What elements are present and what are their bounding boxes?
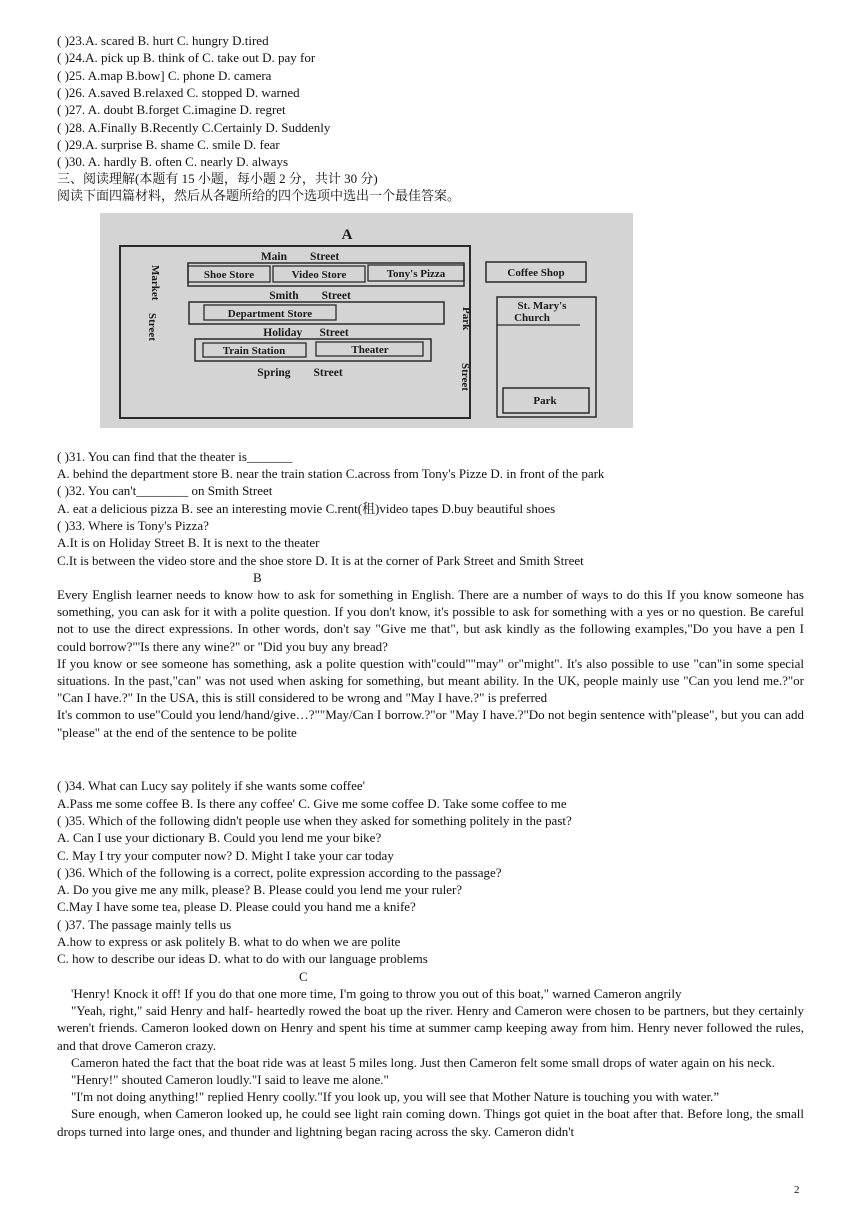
question-33-options-cd: C.It is between the video store and the shoe store D. It is at the corner of Park Street and Smith Street	[57, 553, 584, 568]
question-36: ( )36. Which of the following is a correct, polite expression according to the passage?	[57, 865, 502, 880]
passage-b-paragraph: Every English learner needs to know how to ask for something in English. There are a number of ways to do this If you know someone has something, you can ask for it with a polite question. If you don't know, it's possible to ask for something with a yes or no question. Be careful not to use the direct expressions. In other words, don't say "Give me that", but ask kindly as the following examples,"Do you have a pen I could borrow?"'Is there any wine?" or "Did you buy any bread?	[57, 587, 804, 654]
question-35: ( )35. Which of the following didn't people use when they asked for something politely in the past?	[57, 813, 572, 828]
passage-b-label: B	[253, 570, 262, 585]
smith-street-label: Smith Street	[269, 290, 351, 302]
question-37-options-cd: C. how to describe our ideas D. what to do with our language problems	[57, 951, 428, 966]
train-station-label: Train Station	[222, 345, 286, 357]
question-37-options-ab: A.how to express or ask politely B. what to do when we are polite	[57, 934, 401, 949]
cloze-item-30: ( )30. A. hardly B. often C. nearly D. always	[57, 154, 289, 169]
question-31: ( )31. You can find that the theater is_______	[57, 449, 293, 464]
main-street-label: Main Street	[260, 251, 340, 263]
question-33: ( )33. Where is Tony's Pizza?	[57, 518, 209, 533]
passage-c-paragraph: "Henry!" shouted Cameron loudly."I said to leave me alone."	[71, 1072, 389, 1088]
passage-b-paragraph: It's common to use"Could you lend/hand/give…?""May/Can I borrow.?"or "May I have.?"Do not begin sentence with"please", but you can add "please" at the end of the sentence to be polite	[57, 707, 804, 740]
section-heading: 三、阅读理解(本题有 15 小题，每小题 2 分，共计 30 分)	[57, 171, 378, 186]
shoe-store-label: Shoe Store	[203, 269, 255, 281]
holiday-street-label: Holiday Street	[263, 327, 349, 339]
coffee-shop-label: Coffee Shop	[507, 267, 565, 279]
question-32: ( )32. You can't________ on Smith Street	[57, 483, 273, 498]
passage-c-paragraph: "I'm not doing anything!" replied Henry coolly."If you look up, you will see that Mother Nature is touching you with water.”	[71, 1089, 720, 1105]
question-36-options-ab: A. Do you give me any milk, please? B. Please could you lend me your ruler?	[57, 882, 463, 897]
question-34-options: A.Pass me some coffee B. Is there any coffee' C. Give me some coffee D. Take some coffee to me	[57, 796, 567, 811]
passage-b-paragraph: If you know or see someone has something, ask a polite question with"could""may" or"might". It's also possible to use "can"in some special situations. In the past,"can" was not used when asking for something, but meant ability. In the UK, people mainly use "Can you lend me.?"or "Can I have.?" In the USA, this is still considered to be wrong and "May I have.?" is preferred	[57, 655, 804, 706]
question-35-options-ab: A. Can I use your dictionary B. Could you lend me your bike?	[57, 830, 382, 845]
cloze-item-23: ( )23.A. scared B. hurt C. hungry D.tired	[57, 33, 269, 48]
church-label-line2: Church	[514, 312, 550, 324]
cloze-item-25: ( )25. A.map B.bow] C. phone D. camera	[57, 68, 272, 83]
market-street-label: Street	[146, 313, 158, 341]
map-label-a: A	[341, 227, 353, 243]
cloze-item-27: ( )27. A. doubt B.forget C.imagine D. regret	[57, 102, 286, 117]
department-store-label: Department Store	[227, 308, 313, 320]
question-36-options-cd: C.May I have some tea, please D. Please could you hand me a knife?	[57, 899, 416, 914]
section-instruction: 阅读下面四篇材料，然后从各题所给的四个选项中选出一个最佳答案。	[57, 188, 461, 203]
cloze-item-29: ( )29.A. surprise B. shame C. smile D. fear	[57, 137, 280, 152]
cloze-item-28: ( )28. A.Finally B.Recently C.Certainly D. Suddenly	[57, 120, 331, 135]
question-34: ( )34. What can Lucy say politely if she wants some coffee'	[57, 778, 365, 793]
video-store-label: Video Store	[291, 269, 347, 281]
question-37: ( )37. The passage mainly tells us	[57, 917, 232, 932]
park-label: Park	[533, 395, 557, 407]
passage-c-paragraph: Cameron hated the fact that the boat ride was at least 5 miles long. Just then Cameron felt some small drops of water again on his neck.	[71, 1054, 775, 1070]
tonys-pizza-label: Tony's Pizza	[386, 268, 446, 280]
passage-c-label: C	[299, 969, 308, 984]
spring-street-label: Spring Street	[257, 367, 343, 379]
question-32-options: A. eat a delicious pizza B. see an interesting movie C.rent(租)video tapes D.buy beautiful shoes	[57, 501, 556, 516]
market-label: Market	[149, 265, 161, 301]
passage-b-body	[57, 586, 804, 741]
passage-c-paragraph: "Yeah, right," said Henry and half- heartedly rowed the boat up the river. Henry and Cameron were chosen to be partners, but they certainly weren't friends. Cameron looked down on Henry and spent his time at summer camp keeping away from him. Henry never followed the rules, and that drove Cameron crazy.	[57, 1003, 804, 1053]
theater-label: Theater	[351, 344, 389, 356]
park-street-street-label: Street	[459, 363, 471, 391]
street-map-figure	[100, 213, 633, 428]
passage-c-paragraph: 'Henry! Knock it off! If you do that one more time, I'm going to throw you out of this boat," warned Cameron angrily	[71, 986, 682, 1001]
church-label-line1: St. Mary's	[517, 300, 567, 312]
passage-c-paragraph: Sure enough, when Cameron looked up, he could see light rain coming down. Things got quiet in the boat after that. Before long, the small drops turned into large ones, and thunder and lightning began racing across the sky. Cameron didn't	[57, 1106, 804, 1139]
question-31-options: A. behind the department store B. near the train station C.across from Tony's Pizze D. in front of the park	[57, 466, 605, 481]
passage-c-body	[57, 985, 804, 1140]
cloze-item-26: ( )26. A.saved B.relaxed C. stopped D. warned	[57, 85, 300, 100]
park-street-park-label: Park	[460, 307, 472, 331]
page-number: 2	[794, 1184, 800, 1196]
cloze-item-24: ( )24.A. pick up B. think of C. take out D. pay for	[57, 50, 316, 65]
question-35-options-cd: C. May I try your computer now? D. Might I take your car today	[57, 848, 394, 863]
question-33-options-ab: A.It is on Holiday Street B. It is next to the theater	[57, 535, 320, 550]
